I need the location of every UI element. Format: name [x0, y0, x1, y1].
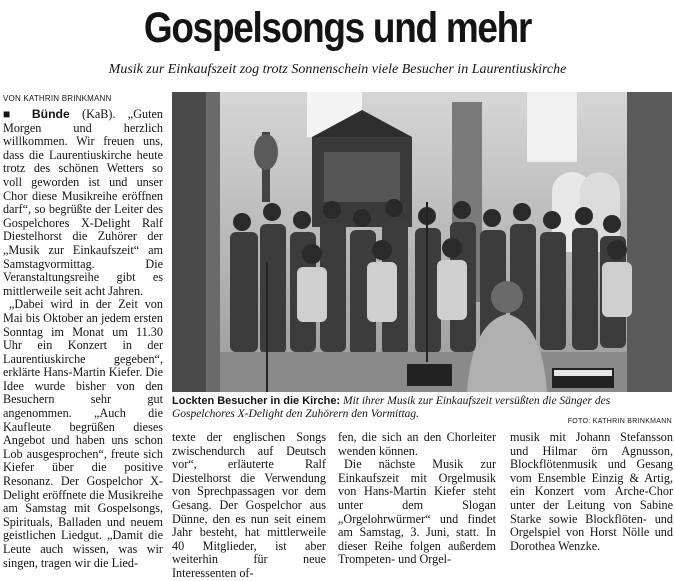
- paragraph: fen, die sich an den Chorleiter wenden können.: [338, 430, 496, 458]
- paragraph: Die nächste Musik zur Einkaufszeit mit Orgelmusik von Hans-Martin Kiefer steht unter dem Slogan „Orgelohrwürmer“ und findet am Samstag, 3. Juni, statt. In dieser Reihe folgen außerdem Trompeten- und Orgel-: [338, 457, 496, 567]
- paragraph-text: „Guten Morgen und herzlich willkommen. Wir freuen uns, dass die Laurentiuskirche heute trotz des schönen Wetters so voll geworden ist und unser Chor diese Musikreihe eröffnen darf“, so begrüßte der Leiter des Gospelchores X-Delight Ralf Diestelhorst die Zuhörer der „Musik zur Einkaufszeit“ am Samstagvormittag. Die Veranstaltungsreihe gibt es mittlerweile seit acht Jahren.: [3, 107, 163, 298]
- headline: Gospelsongs und mehr: [143, 4, 532, 52]
- body-column-3: [338, 431, 496, 571]
- choir-photo-image: [172, 92, 672, 392]
- photo-credit: FOTO: KATHRIN BRINKMANN: [567, 418, 672, 425]
- body-column-2: [172, 430, 326, 580]
- body-column-4: [510, 431, 673, 571]
- paragraph: musik mit Johann Stefansson und Hilmar örn Agnusson, Blockflötenmusik und Gesang vom Ensemble Einzig & Artig, ein Konzert vom Arche-Chor unter der Leitung von Sabine Starke sowie Blockflöten- und Orgelspiel von Horst Nölle und Dorothea Wenzke.: [510, 430, 673, 553]
- caption-text: Mit ihrer Musik zur Einkaufszeit versüßten die Sänger des Gospelchores X-Delight den Zuhörern den Vormittag.: [172, 395, 611, 420]
- paragraph: „Dabei wird in der Zeit von Mai bis Oktober an jedem ersten Sonntag im Monat um 11.30 Uhr ein Konzert in der Laurentiuskirche gegeben“, erklärte Hans-Martin Kiefer. Die Idee wurde bisher von den Besuchern sehr gut angenommen. „Auch die Kaufleute begrüßen dieses Angebot und haben uns schon Lob ausgesprochen“, freute sich Kiefer über die positive Resonanz. Der Gospelchor X-Delight eröffnete die Musikreihe am Samstag mit Gospelsongs, Spirituals, Balladen und neuem geistlichen Liedgut. „Damit die Leute auch wissen, was wir singen, tragen wir die Lied-: [3, 297, 163, 570]
- dateline: Bünde: [31, 107, 70, 121]
- caption-lead: Lockten Besucher in die Kirche:: [172, 395, 341, 407]
- choir-photo: [172, 92, 672, 392]
- lead-paragraph: [3, 108, 163, 298]
- body-column-1: [3, 108, 163, 570]
- agency: (KaB).: [69, 107, 116, 121]
- lead-square-icon: ■: [3, 107, 20, 121]
- subheadline: Musik zur Einkaufszeit zog trotz Sonnenschein viele Besucher in Laurentiuskirche: [108, 62, 567, 77]
- paragraph: texte der englischen Songs zwischendurch auf Deutsch vor“, erläuterte Ralf Diestelhorst die Verwendung von Sprechpassagen vor dem Gesang. Der Gospelchor aus Dünne, den es nun seit einem Jahr besteht, hat mittlerweile 40 Mitglieder, ist aber weiterhin für neue Interessenten of-: [172, 430, 326, 580]
- byline: VON KATHRIN BRINKMANN: [3, 94, 112, 103]
